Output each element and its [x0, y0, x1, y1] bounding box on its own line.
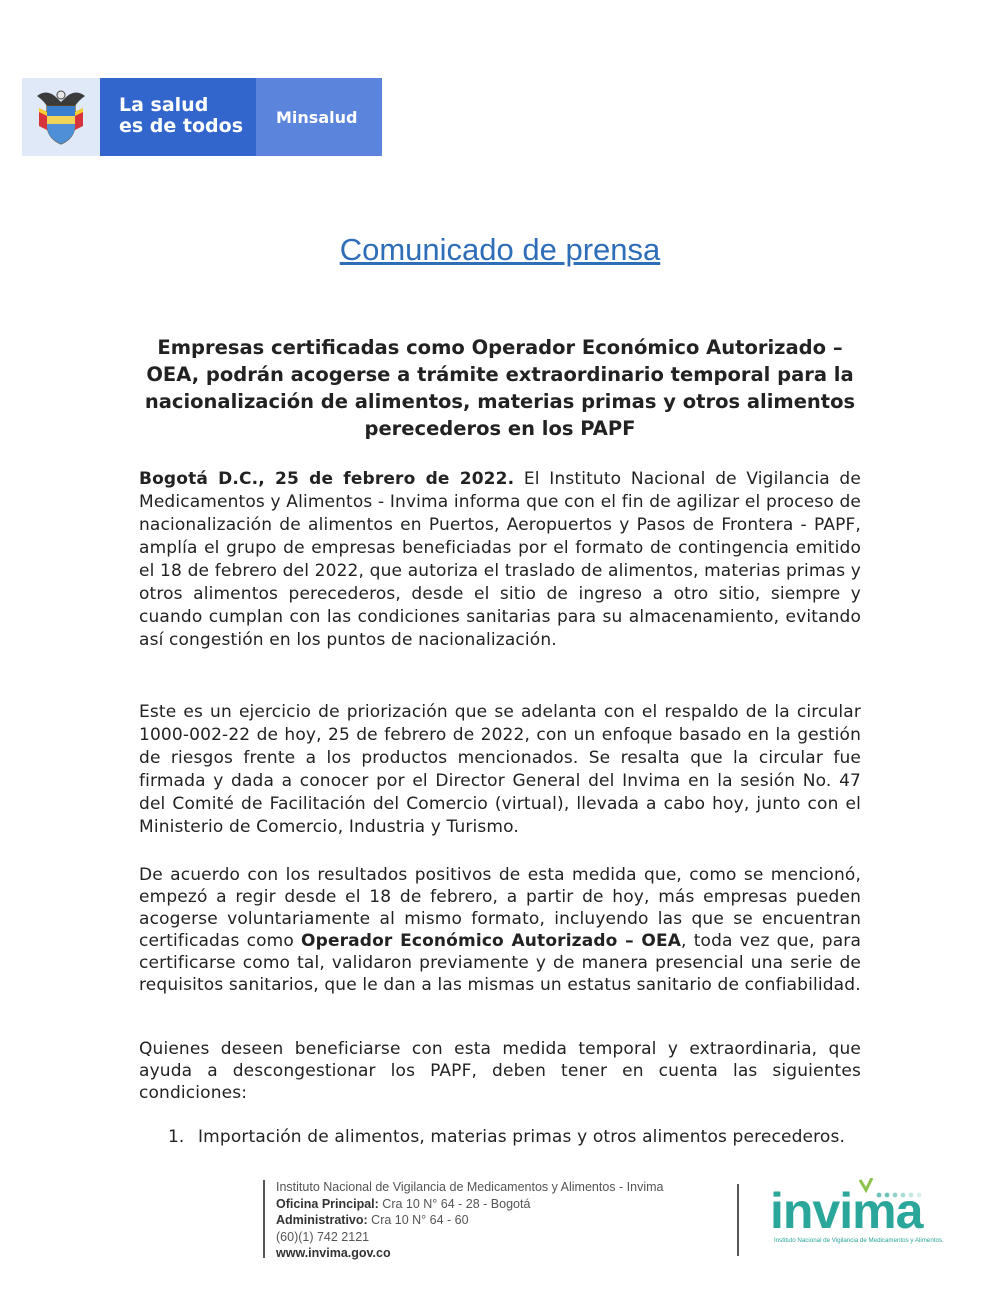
- ministry-label: Minsalud: [256, 78, 382, 156]
- list-item: [139, 1126, 861, 1149]
- page-title: Comunicado de prensa: [339, 232, 661, 267]
- paragraph-1: [139, 468, 861, 652]
- invima-logo: [768, 1180, 948, 1250]
- slogan: [100, 78, 256, 156]
- footer-phone: (60)(1) 742 2121: [276, 1229, 370, 1244]
- conditions-list: [139, 1126, 861, 1149]
- footer-divider-left: [263, 1180, 265, 1258]
- footer-office: Oficina Principal: Cra 10 N° 64 - 28 - Bogotá: [276, 1196, 531, 1211]
- paragraph-4: Quienes deseen beneficiarse con esta medida temporal y extraordinaria, que ayuda a descongestionar los PAPF, deben tener en cuenta las siguientes condiciones:: [139, 1039, 861, 1103]
- paragraph-3-part-b: , toda vez que, para certificarse como tal, validaron previamente y de manera presencial una serie de requisitos sanitarios, que le dan a las mismas un estatus sanitario de confiabilidad.: [139, 931, 862, 995]
- header-banner: [22, 78, 382, 156]
- logo-wordmark: invima: [770, 1183, 923, 1239]
- footer-divider-right: [737, 1184, 739, 1256]
- slogan-line1: La salud: [119, 94, 209, 116]
- dateline: Bogotá D.C., 25 de febrero de 2022.: [139, 469, 515, 489]
- logo-tagline: Instituto Nacional de Vigilancia de Medicamentos y Alimentos.: [774, 1237, 944, 1244]
- footer-institution: Instituto Nacional de Vigilancia de Medicamentos y Alimentos - Invima: [276, 1180, 664, 1194]
- slogan-line2: es de todos: [119, 115, 244, 137]
- paragraph-1-body: El Instituto Nacional de Vigilancia de Medicamentos y Alimentos - Invima informa que con el fin de agilizar el proceso de nacionalización de alimentos en Puertos, Aeropuertos y Pasos de Frontera - PAPF, amplía el grupo de empresas beneficiadas por el formato de contingencia emitido el 18 de febrero del 2022, que autoriza el traslado de alimentos, materias primas y otros alimentos perecederos, desde el sitio de ingreso a otro sitio, siempre y cuando cumplan con las condiciones sanitarias para su almacenamiento, evitando así congestión en los puntos de nacionalización.: [139, 469, 861, 650]
- footer-website[interactable]: www.invima.gov.co: [276, 1246, 391, 1260]
- footer-contact: [276, 1179, 726, 1262]
- list-item-text: Importación de alimentos, materias primas y otros alimentos perecederos.: [198, 1127, 846, 1147]
- paragraph-2: Este es un ejercicio de priorización que se adelanta con el respaldo de la circular 1000-002-22 de hoy, 25 de febrero de 2022, con un enfoque basado en la gestión de riesgos frente a los productos mencionados. Se resalta que la circular fue firmada y dada a conocer por el Director General del Invima en la sesión No. 47 del Comité de Facilitación del Comercio (virtual), llevada a cabo hoy, junto con el Ministerio de Comercio, Industria y Turismo.: [139, 702, 861, 837]
- paragraph-3: [139, 864, 861, 996]
- colombia-coat-of-arms-icon: [22, 78, 100, 156]
- list-item-number: 1.: [168, 1127, 185, 1147]
- paragraph-3-bold: Operador Económico Autorizado – OEA: [301, 931, 682, 951]
- paragraph-3-part-a: De acuerdo con los resultados positivos de esta medida que, como se mencionó, empezó a regir desde el 18 de febrero, a partir de hoy, más empresas pueden acogerse voluntariamente al mismo formato, incluyendo las que se encuentran certificadas como: [139, 865, 861, 951]
- footer-admin: Administrativo: Cra 10 N° 64 - 60: [276, 1213, 469, 1227]
- headline: Empresas certificadas como Operador Económico Autorizado – OEA, podrán acogerse a trámite extraordinario temporal para la nacionalización de alimentos, materias primas y otros alimentos perecederos en los PAPF: [144, 336, 856, 440]
